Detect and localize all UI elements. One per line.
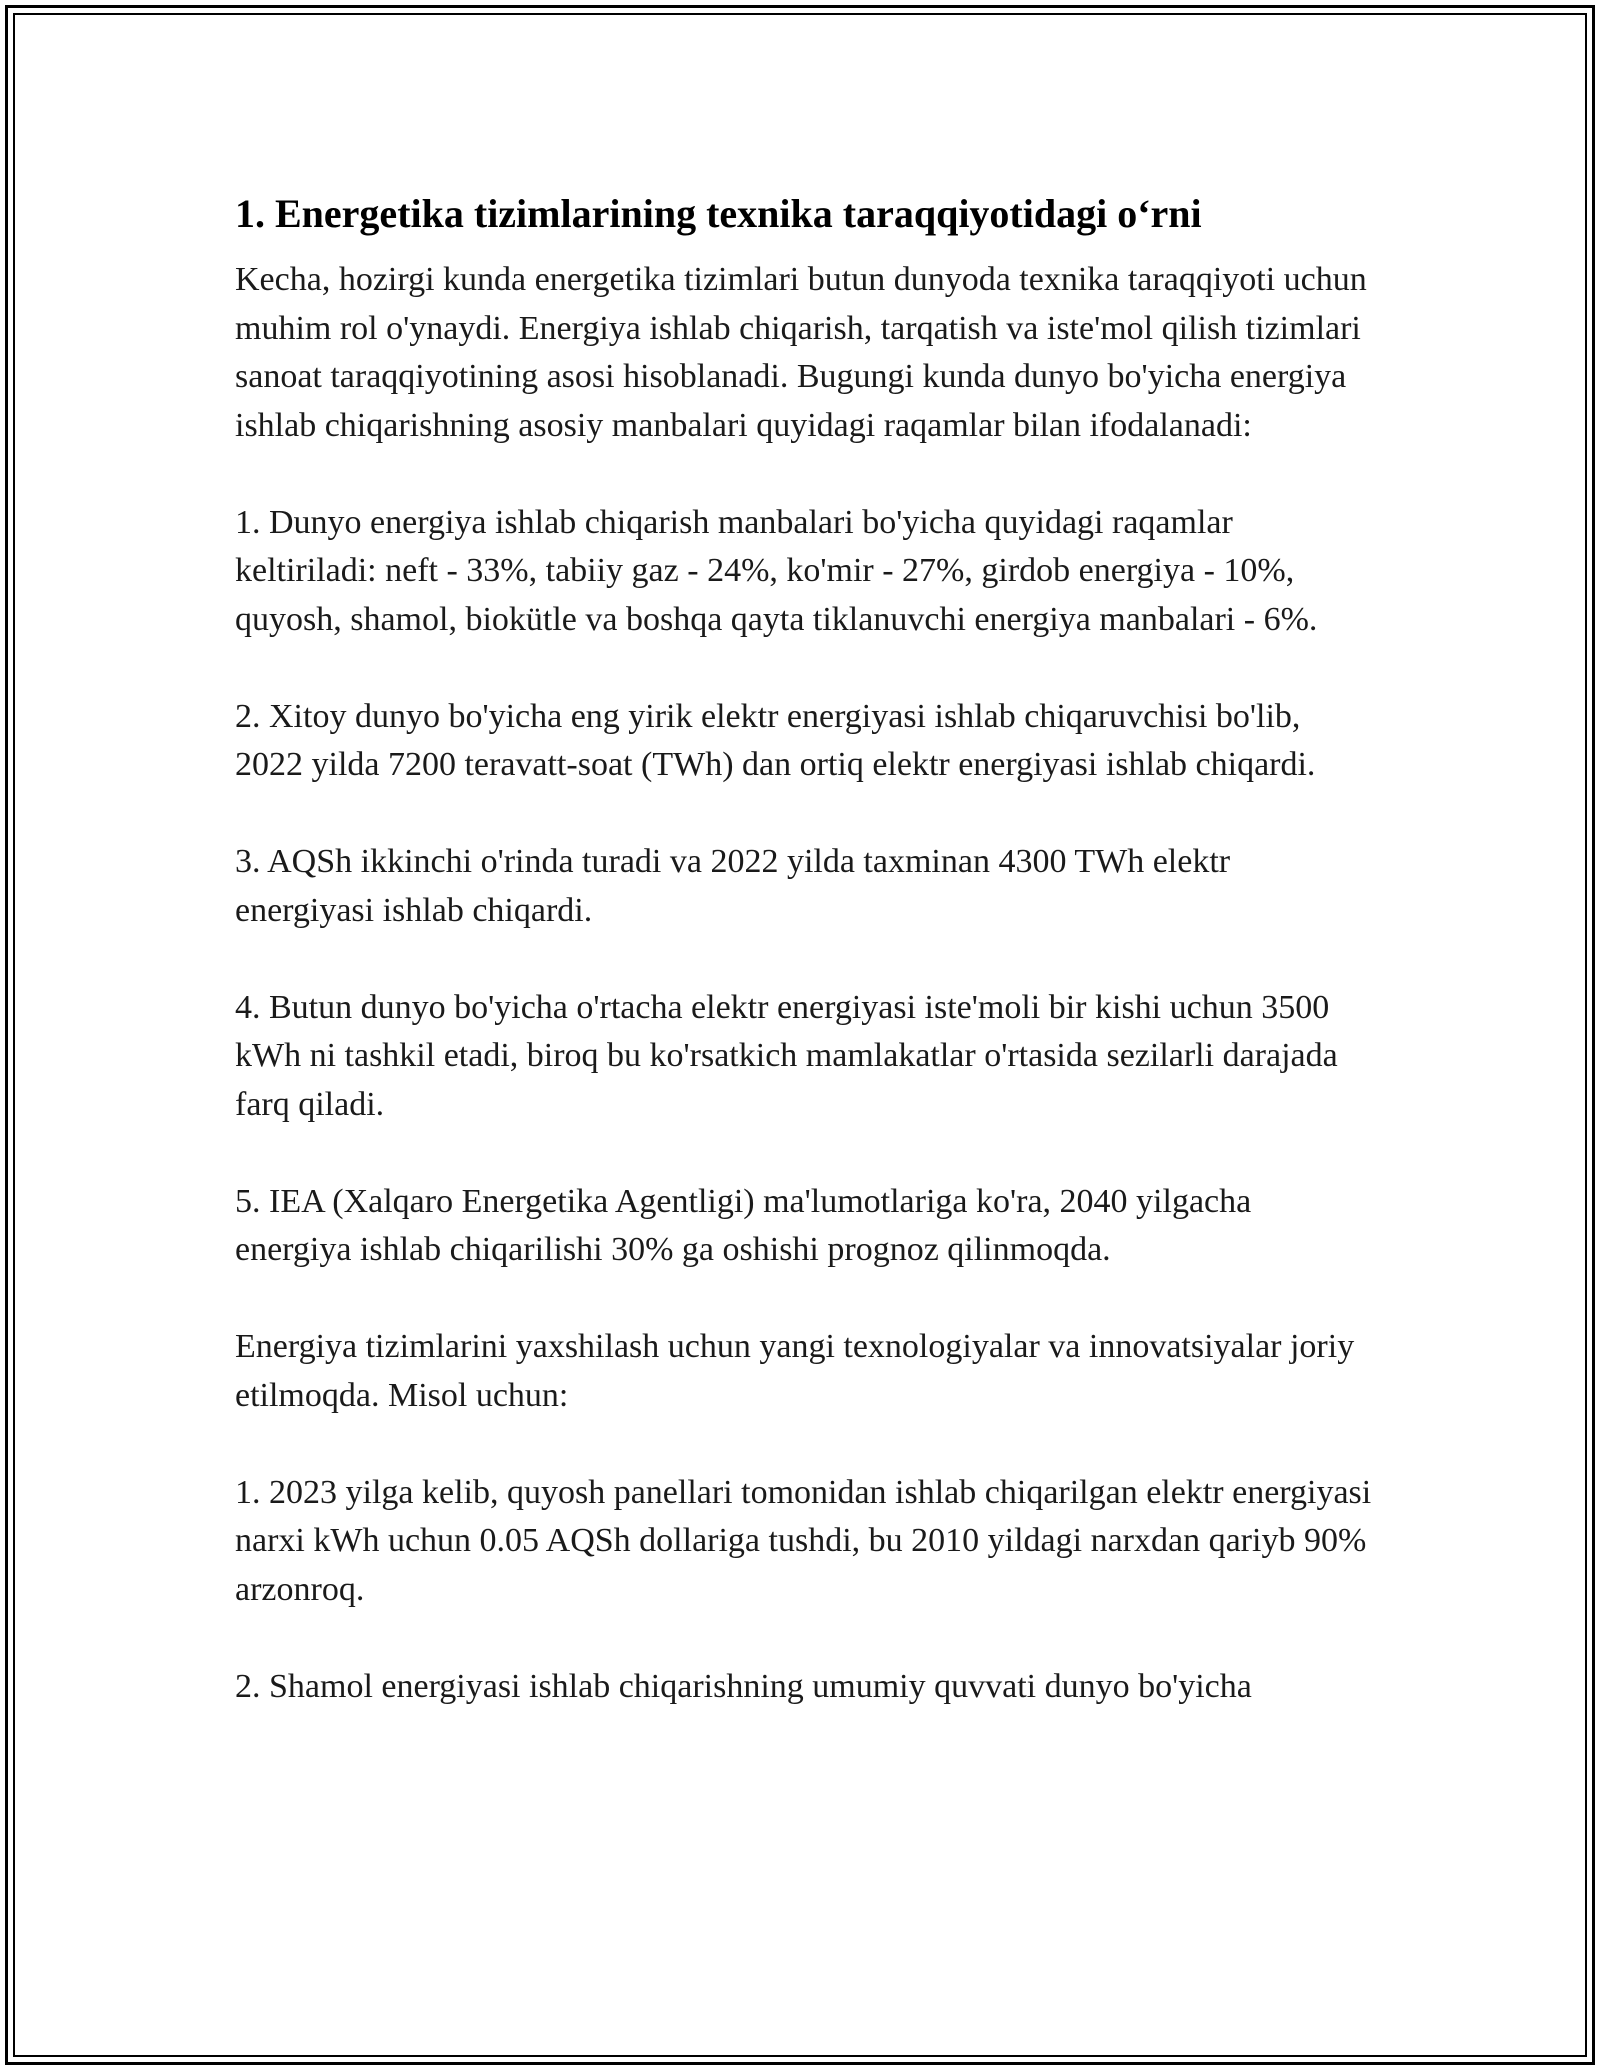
list-item-consumption: 4. Butun dunyo bo'yicha o'rtacha elektr energiyasi iste'moli bir kishi uchun 3500 kWh ni tashkil etadi, biroq bu ko'rsatkich mamlakatlar o'rtasida sezilarli darajada farq qiladi. xyxy=(235,988,1338,1123)
innovations-paragraph: Energiya tizimlarini yaxshilash uchun yangi texnologiyalar va innovatsiyalar joriy etilmoqda. Misol uchun: xyxy=(235,1328,1355,1414)
list-item-wind: 2. Shamol energiyasi ishlab chiqarishning umumiy quvvati dunyo bo'yicha xyxy=(235,1667,1252,1705)
document-title: 1. Energetika tizimlarining texnika taraqqiyotidagi o‘rni xyxy=(235,191,1202,236)
list-item-usa: 3. AQSh ikkinchi o'rinda turadi va 2022 yilda taxminan 4300 TWh elektr energiyasi ishlab chiqardi. xyxy=(235,843,1231,929)
list-item-china: 2. Xitoy dunyo bo'yicha eng yirik elektr energiyasi ishlab chiqaruvchisi bo'lib, 2022 yilda 7200 teravatt-soat (TWh) dan ortiq elektr energiyasi ishlab chiqardi. xyxy=(235,697,1316,783)
intro-paragraph: Kecha, hozirgi kunda energetika tizimlari butun dunyoda texnika taraqqiyoti uchun muhim rol o'ynaydi. Energiya ishlab chiqarish, tarqatish va iste'mol qilish tizimlari sanoat taraqqiyotining asosi hisoblanadi. Bugungi kunda dunyo bo'yicha energiya ishlab chiqarishning asosiy manbalari quyidagi raqamlar bilan ifodalanadi: xyxy=(235,261,1367,444)
document-body xyxy=(235,185,1375,1760)
list-item-solar: 1. 2023 yilga kelib, quyosh panellari tomonidan ishlab chiqarilgan elektr energiyasi narxi kWh uchun 0.05 AQSh dollariga tushdi, bu 2010 yildagi narxdan qariyb 90% arzonroq. xyxy=(235,1473,1372,1608)
list-item-energy-sources: 1. Dunyo energiya ishlab chiqarish manbalari bo'yicha quyidagi raqamlar keltiriladi: neft - 33%, tabiiy gaz - 24%, ko'mir - 27%, girdob energiya - 10%, quyosh, shamol, biokütle va boshqa qayta tiklanuvchi energiya manbalari - 6%. xyxy=(235,503,1318,638)
list-item-iea-forecast: 5. IEA (Xalqaro Energetika Agentligi) ma'lumotlariga ko'ra, 2040 yilgacha energiya ishlab chiqarilishi 30% ga oshishi prognoz qilinmoqda. xyxy=(235,1182,1252,1268)
